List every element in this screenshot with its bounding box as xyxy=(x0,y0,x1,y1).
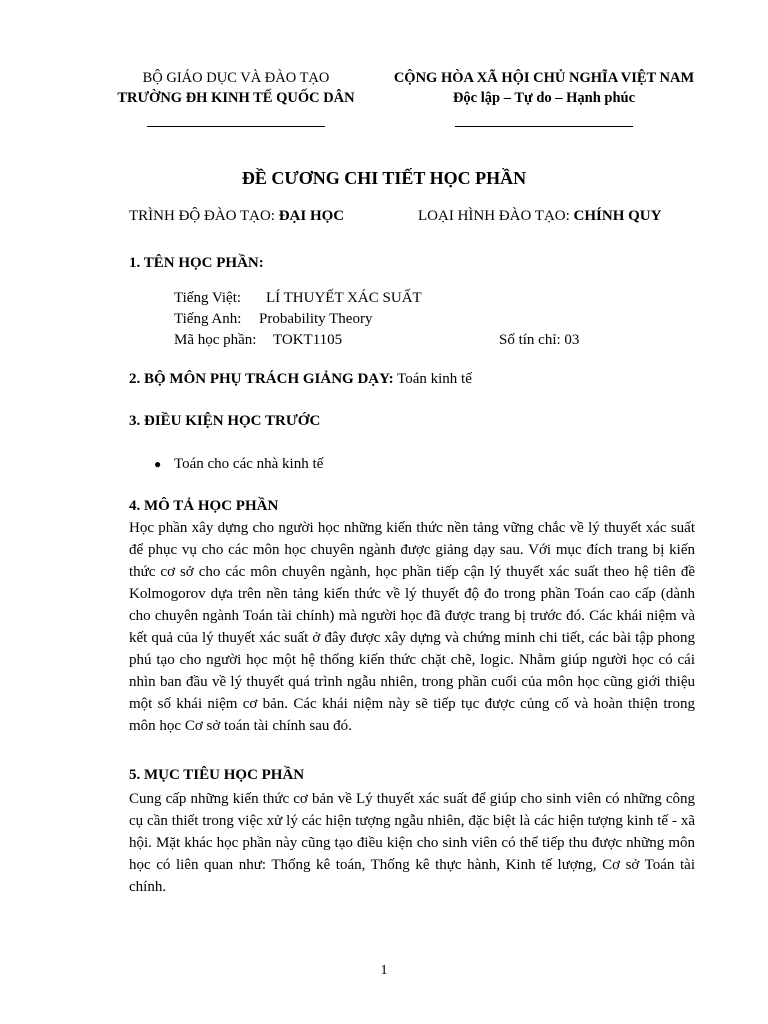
course-objectives: Cung cấp những kiến thức cơ bản về Lý thuyết xác suất để giúp cho sinh viên có những công cụ cần thiết trong việc xử lý các hiện tượng ngẫu nhiên, đặc biệt là các hiện tượng kinh tế - xã hội. Mặt khác học phần này cũng tạo điều kiện cho sinh viên có thể tiếp thu được những môn học có liên quan như: Thống kê toán, Thống kê thực hành, Kinh tế lượng, Cơ sở Toán tài chính. xyxy=(129,791,695,895)
republic-name: CỘNG HÒA XÃ HỘI CHỦ NGHĨA VIỆT NAM xyxy=(393,70,695,86)
header-right xyxy=(380,68,708,127)
course-name-vn-label: Tiếng Việt: xyxy=(174,290,242,306)
course-code-label: Mã học phần: xyxy=(174,332,257,348)
section-3-heading: 3. ĐIỀU KIỆN HỌC TRƯỚC xyxy=(129,413,321,429)
training-level-label: TRÌNH ĐỘ ĐÀO TẠO: xyxy=(129,208,275,224)
national-motto: Độc lập – Tự do – Hạnh phúc xyxy=(452,90,636,106)
training-type-value: CHÍNH QUY xyxy=(573,208,662,224)
training-level-value: ĐẠI HỌC xyxy=(278,208,345,224)
course-credits: Số tín chỉ: 03 xyxy=(499,332,580,348)
course-name-en-label: Tiếng Anh: xyxy=(174,311,242,327)
training-type xyxy=(418,208,661,225)
section-2 xyxy=(129,371,472,388)
section-4-heading: 4. MÔ TẢ HỌC PHẦN xyxy=(129,498,279,514)
section-1-heading: 1. TÊN HỌC PHẦN: xyxy=(129,255,264,271)
department-name: Toán kinh tế xyxy=(397,371,472,387)
course-description: Học phần xây dựng cho người học những kiến thức nền tảng vững chắc về lý thuyết xác suất để phục vụ cho các môn học chuyên ngành được giảng dạy sau. Với mục đích trang bị kiến thức cơ sở cho các môn chuyên ngành, học phần tiếp cận lý thuyết xác suất theo hệ tiên đề Kolmogorov dựa trên nền tảng kiến thức về lý thuyết độ đo trong phần Toán cao cấp (dành cho chuyên ngành Toán tài chính) mà người học đã được trang bị trước đó. Các khái niệm và kết quả của lý thuyết xác suất ở đây được xây dựng và chứng minh chi tiết, các bài tập phong phú tạo cho người học một hệ thống kiến thức chặt chẽ, logic. Nhằm giúp người học có cái nhìn ban đầu về lý thuyết quá trình ngẫu nhiên, trong phần cuối của môn học cũng giới thiệu một số khái niệm cơ bản. Các khái niệm này sẽ tiếp tục được củng cố và hoàn thiện trong môn học Cơ sở toán tài chính sau đó. xyxy=(129,520,695,734)
course-name-vn: LÍ THUYẾT XÁC SUẤT xyxy=(266,290,422,306)
header-right-rule xyxy=(455,126,633,127)
section-5-heading: 5. MỤC TIÊU HỌC PHẦN xyxy=(129,767,305,783)
training-type-label: LOẠI HÌNH ĐÀO TẠO: xyxy=(418,208,570,224)
university-name: TRƯỜNG ĐH KINH TẾ QUỐC DÂN xyxy=(117,90,355,106)
document-title: ĐỀ CƯƠNG CHI TIẾT HỌC PHẦN xyxy=(241,168,527,188)
training-level xyxy=(129,208,344,225)
bullet-icon: ● xyxy=(154,457,162,471)
prerequisite-item: Toán cho các nhà kinh tế xyxy=(174,456,324,472)
course-code: TOKT1105 xyxy=(273,332,343,348)
page-number: 1 xyxy=(380,963,388,978)
header-left xyxy=(100,68,372,127)
ministry-name: BỘ GIÁO DỤC VÀ ĐÀO TẠO xyxy=(142,70,330,86)
course-name-en: Probability Theory xyxy=(259,311,373,327)
header-left-rule xyxy=(147,126,325,127)
section-2-heading: 2. BỘ MÔN PHỤ TRÁCH GIẢNG DẠY: xyxy=(129,371,394,387)
